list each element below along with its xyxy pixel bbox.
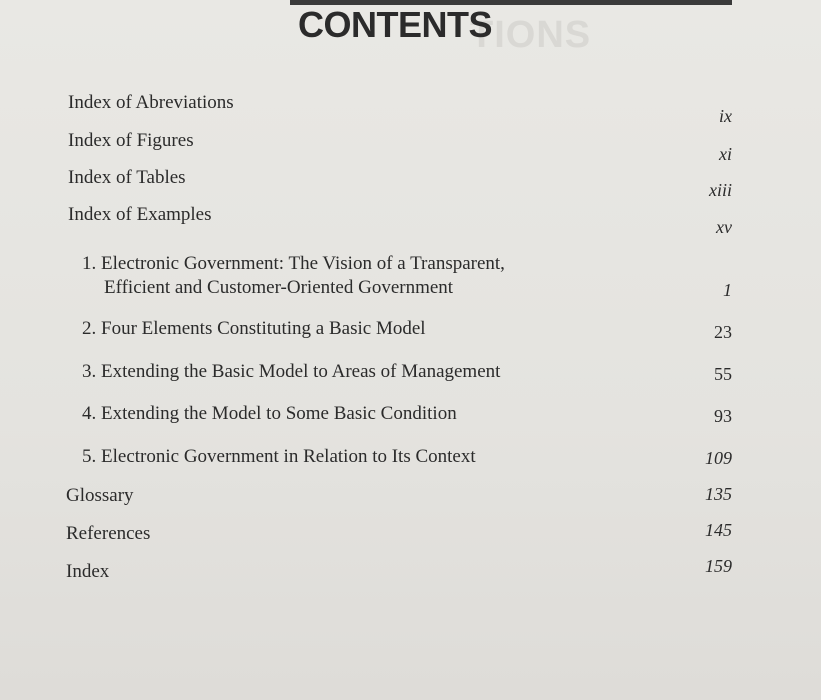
toc-chapter-title: 3. Extending the Basic Model to Areas of Management — [82, 361, 501, 382]
toc-entry-page: 145 — [705, 520, 732, 540]
bleed-through-heading: TIONS — [470, 14, 592, 56]
toc-entry-title: Index of Examples — [68, 204, 212, 225]
page-title: CONTENTS — [298, 4, 492, 45]
toc-entry-title: Glossary — [66, 485, 134, 506]
toc-entry-title: Index of Figures — [68, 130, 194, 151]
toc-entry-title: Index of Abreviations — [68, 92, 234, 113]
toc-entry-page: 135 — [705, 484, 732, 504]
toc-chapter-title: 2. Four Elements Constituting a Basic Model — [82, 318, 426, 339]
toc-entry-page: 159 — [705, 556, 732, 576]
toc-chapter-page: 109 — [705, 448, 732, 468]
toc-entry-title: Index — [66, 561, 110, 582]
toc-chapter-title: 4. Extending the Model to Some Basic Condition — [82, 403, 457, 424]
toc-chapter-page: 93 — [714, 406, 732, 426]
toc-entry-title: Index of Tables — [68, 167, 186, 188]
toc-chapter-title-continued: Efficient and Customer-Oriented Government — [104, 277, 454, 298]
toc-entry-page: xv — [716, 217, 732, 237]
toc-chapter-page: 1 — [723, 280, 732, 300]
toc-entry-page: xiii — [709, 180, 732, 200]
toc-chapter-page: 23 — [714, 322, 732, 342]
toc-entry-title: References — [66, 523, 151, 544]
toc-entry-page: xi — [719, 144, 732, 164]
toc-entry-page: ix — [719, 106, 732, 126]
toc-chapter-title: 1. Electronic Government: The Vision of a Transparent, — [82, 253, 505, 274]
toc-chapter-title: 5. Electronic Government in Relation to Its Context — [82, 446, 476, 467]
toc-chapter-page: 55 — [714, 364, 732, 384]
